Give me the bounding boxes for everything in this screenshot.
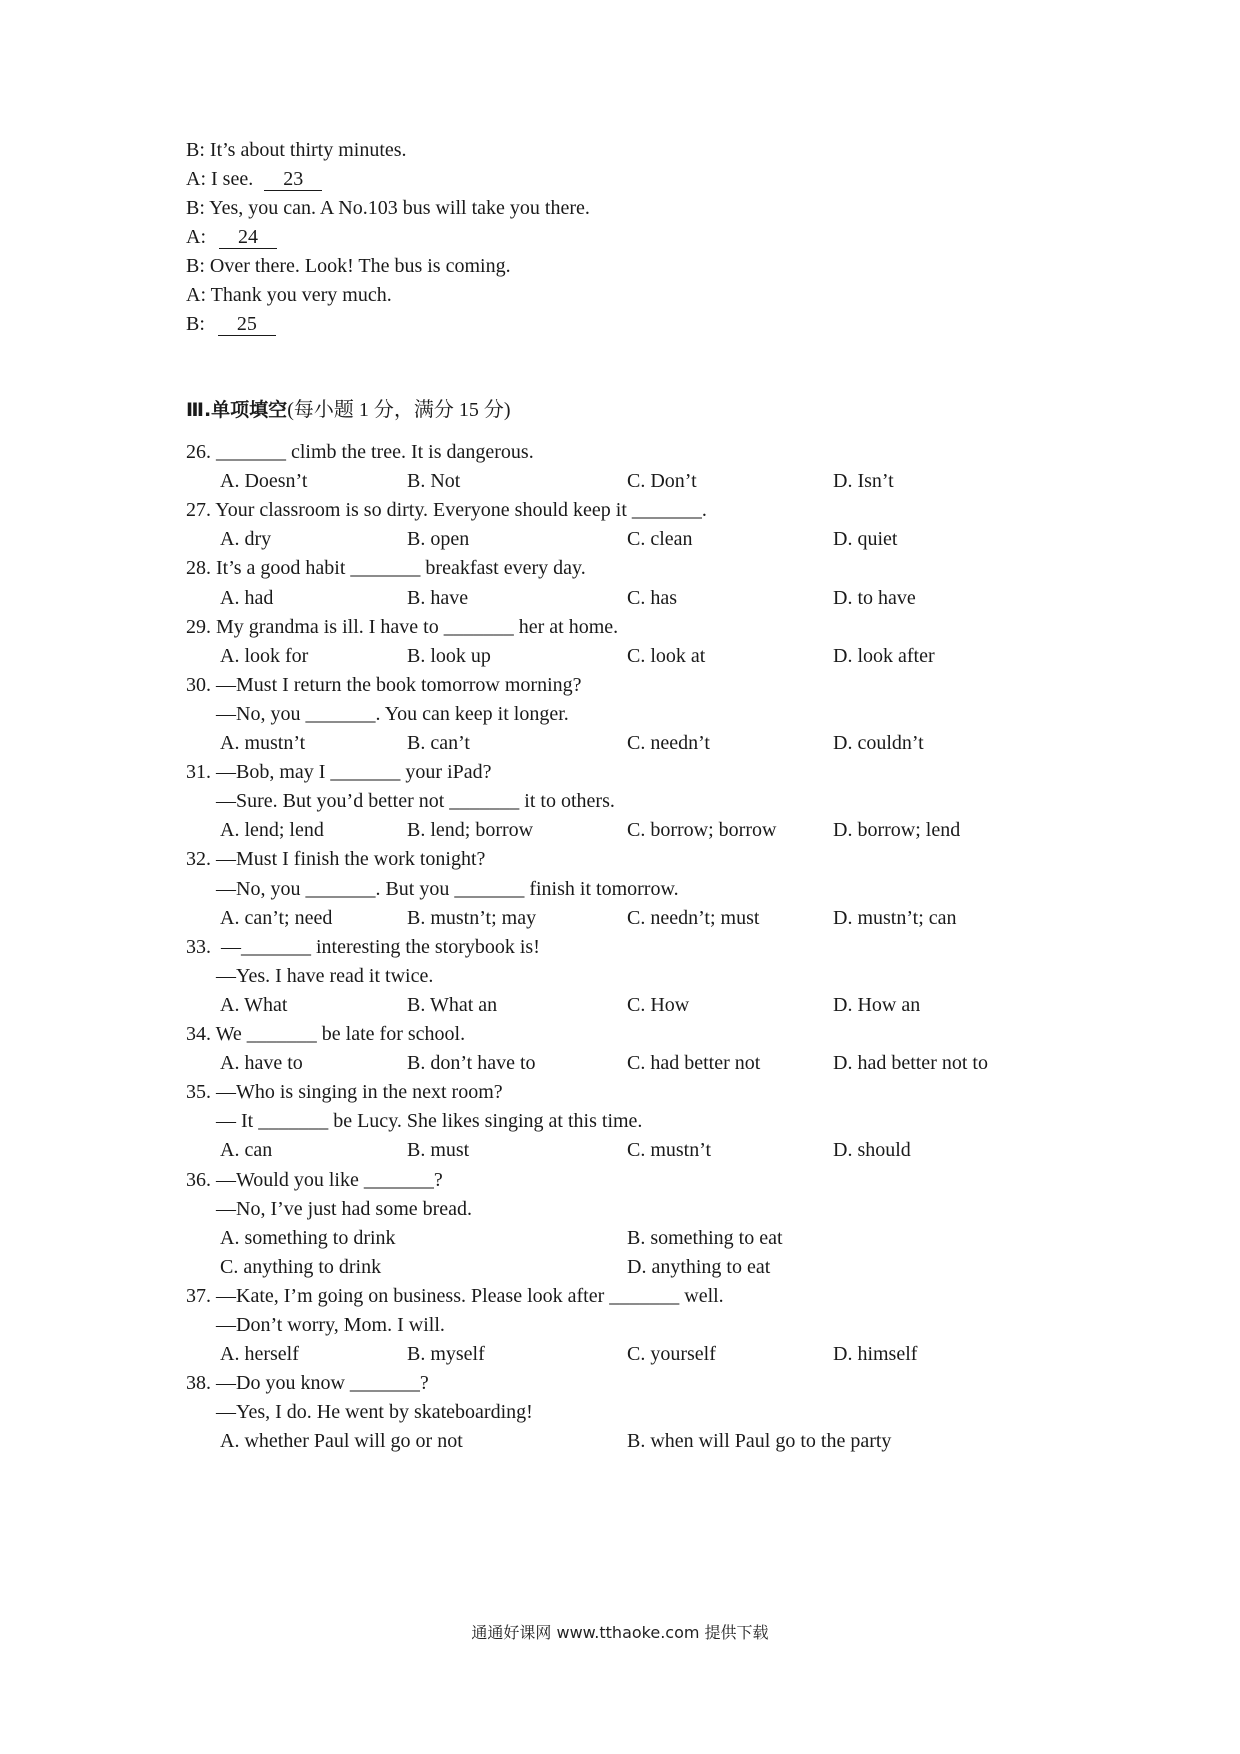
question-reply: —No, you _______. But you _______ finish it tomorrow. bbox=[186, 878, 679, 900]
answer-option: B. open bbox=[407, 528, 470, 550]
dialogue-line bbox=[186, 196, 590, 220]
dialogue-text: Thank you very much. bbox=[206, 284, 392, 306]
question-stem: 37. —Kate, I’m going on business. Please look after _______ well. bbox=[186, 1285, 724, 1307]
answer-option: B. don’t have to bbox=[407, 1052, 536, 1074]
answer-option: D. himself bbox=[833, 1343, 918, 1365]
answer-option: C. mustn’t bbox=[627, 1139, 712, 1161]
question-stem: 35. —Who is singing in the next room? bbox=[186, 1081, 503, 1103]
options-row bbox=[220, 818, 1120, 842]
answer-option: A. can bbox=[220, 1139, 273, 1161]
dialogue-text: I see. bbox=[206, 168, 254, 190]
question-stem: 32. —Must I finish the work tonight? bbox=[186, 848, 486, 870]
section-header bbox=[186, 397, 511, 423]
answer-option: C. needn’t; must bbox=[627, 907, 760, 929]
question-reply: —Sure. But you’d better not _______ it to others. bbox=[186, 790, 615, 812]
question-reply: —Yes. I have read it twice. bbox=[186, 965, 434, 987]
question-reply: —Don’t worry, Mom. I will. bbox=[186, 1314, 445, 1336]
dialogue-line bbox=[186, 254, 511, 278]
options-row bbox=[220, 1138, 1120, 1162]
dialogue-line bbox=[186, 225, 277, 249]
answer-blank: 23 bbox=[264, 168, 322, 191]
question-stem: 28. It’s a good habit _______ breakfast every day. bbox=[186, 557, 586, 579]
question-reply: —No, you _______. You can keep it longer. bbox=[186, 703, 569, 725]
answer-option: A. Doesn’t bbox=[220, 470, 308, 492]
answer-option: C. has bbox=[627, 587, 677, 609]
answer-option: B. What an bbox=[407, 994, 498, 1016]
question-stem: 33. —_______ interesting the storybook is! bbox=[186, 936, 540, 958]
question-stem: 38. —Do you know _______? bbox=[186, 1372, 429, 1394]
options-row bbox=[220, 731, 1120, 755]
answer-option: B. must bbox=[407, 1139, 470, 1161]
dialogue-text: Yes, you can. A No.103 bus will take you there. bbox=[204, 197, 590, 219]
answer-option: B. when will Paul go to the party bbox=[627, 1430, 892, 1452]
answer-option: C. yourself bbox=[627, 1343, 716, 1365]
answer-option: D. should bbox=[833, 1139, 911, 1161]
answer-option: D. had better not to bbox=[833, 1052, 988, 1074]
answer-option: A. dry bbox=[220, 528, 272, 550]
options-row bbox=[220, 644, 1120, 668]
answer-option: B. something to eat bbox=[627, 1227, 783, 1249]
speaker-label: A: bbox=[186, 226, 206, 248]
answer-option: D. borrow; lend bbox=[833, 819, 961, 841]
question-stem: 30. —Must I return the book tomorrow morning? bbox=[186, 674, 582, 696]
answer-option: A. mustn’t bbox=[220, 732, 306, 754]
answer-option: B. can’t bbox=[407, 732, 470, 754]
dialogue-line bbox=[186, 167, 322, 191]
question-stem: 34. We _______ be late for school. bbox=[186, 1023, 466, 1045]
options-row bbox=[220, 1051, 1120, 1075]
dialogue-line bbox=[186, 312, 276, 336]
answer-option: C. anything to drink bbox=[220, 1256, 382, 1278]
dialogue-text: Over there. Look! The bus is coming. bbox=[204, 255, 511, 277]
options-row bbox=[220, 1226, 1120, 1250]
answer-option: C. borrow; borrow bbox=[627, 819, 777, 841]
question-reply: —Yes, I do. He went by skateboarding! bbox=[186, 1401, 533, 1423]
answer-option: D. couldn’t bbox=[833, 732, 924, 754]
answer-option: A. herself bbox=[220, 1343, 299, 1365]
answer-option: B. lend; borrow bbox=[407, 819, 534, 841]
answer-option: B. have bbox=[407, 587, 469, 609]
answer-option: C. Don’t bbox=[627, 470, 697, 492]
answer-option: D. look after bbox=[833, 645, 935, 667]
answer-option: D. mustn’t; can bbox=[833, 907, 957, 929]
speaker-label: B: bbox=[186, 313, 205, 335]
options-row bbox=[220, 906, 1120, 930]
question-stem: 26. _______ climb the tree. It is dangerous. bbox=[186, 441, 534, 463]
question-stem: 27. Your classroom is so dirty. Everyone should keep it _______. bbox=[186, 499, 707, 521]
answer-option: B. myself bbox=[407, 1343, 485, 1365]
answer-option: D. to have bbox=[833, 587, 916, 609]
speaker-label: B: bbox=[186, 139, 205, 161]
answer-option: D. quiet bbox=[833, 528, 898, 550]
question-stem: 29. My grandma is ill. I have to _______ her at home. bbox=[186, 616, 619, 638]
answer-option: B. look up bbox=[407, 645, 491, 667]
answer-option: D. Isn’t bbox=[833, 470, 894, 492]
options-row bbox=[220, 1255, 1120, 1279]
answer-option: C. clean bbox=[627, 528, 693, 550]
answer-option: C. How bbox=[627, 994, 690, 1016]
answer-option: B. Not bbox=[407, 470, 461, 492]
options-row bbox=[220, 469, 1120, 493]
options-row bbox=[220, 1342, 1120, 1366]
question-reply: — It _______ be Lucy. She likes singing at this time. bbox=[186, 1110, 643, 1132]
dialogue-text: It’s about thirty minutes. bbox=[204, 139, 407, 161]
question-reply: —No, I’ve just had some bread. bbox=[186, 1198, 473, 1220]
dialogue-line bbox=[186, 138, 407, 162]
answer-option: C. had better not bbox=[627, 1052, 761, 1074]
speaker-label: B: bbox=[186, 255, 205, 277]
speaker-label: B: bbox=[186, 197, 205, 219]
question-stem: 36. —Would you like _______? bbox=[186, 1169, 443, 1191]
answer-option: C. needn’t bbox=[627, 732, 710, 754]
speaker-label: A: bbox=[186, 168, 206, 190]
answer-option: A. whether Paul will go or not bbox=[220, 1430, 463, 1452]
speaker-label: A: bbox=[186, 284, 206, 306]
options-row bbox=[220, 527, 1120, 551]
answer-option: C. look at bbox=[627, 645, 706, 667]
dialogue-line bbox=[186, 283, 392, 307]
answer-option: D. anything to eat bbox=[627, 1256, 771, 1278]
page-footer: 通通好课网 www.tthaoke.com 提供下载 bbox=[471, 1623, 769, 1642]
answer-option: A. can’t; need bbox=[220, 907, 333, 929]
answer-option: A. something to drink bbox=[220, 1227, 396, 1249]
question-stem: 31. —Bob, may I _______ your iPad? bbox=[186, 761, 492, 783]
answer-blank: 25 bbox=[218, 313, 276, 336]
options-row bbox=[220, 586, 1120, 610]
options-row bbox=[220, 993, 1120, 1017]
answer-option: A. look for bbox=[220, 645, 309, 667]
options-row bbox=[220, 1429, 1120, 1453]
answer-option: A. What bbox=[220, 994, 288, 1016]
section-heading: Ⅲ.单项填空 bbox=[186, 399, 288, 421]
answer-option: B. mustn’t; may bbox=[407, 907, 537, 929]
answer-option: A. lend; lend bbox=[220, 819, 324, 841]
answer-option: D. How an bbox=[833, 994, 921, 1016]
answer-option: A. have to bbox=[220, 1052, 303, 1074]
answer-option: A. had bbox=[220, 587, 274, 609]
section-note: (每小题 1 分，满分 15 分) bbox=[287, 399, 511, 421]
answer-blank: 24 bbox=[219, 226, 277, 249]
